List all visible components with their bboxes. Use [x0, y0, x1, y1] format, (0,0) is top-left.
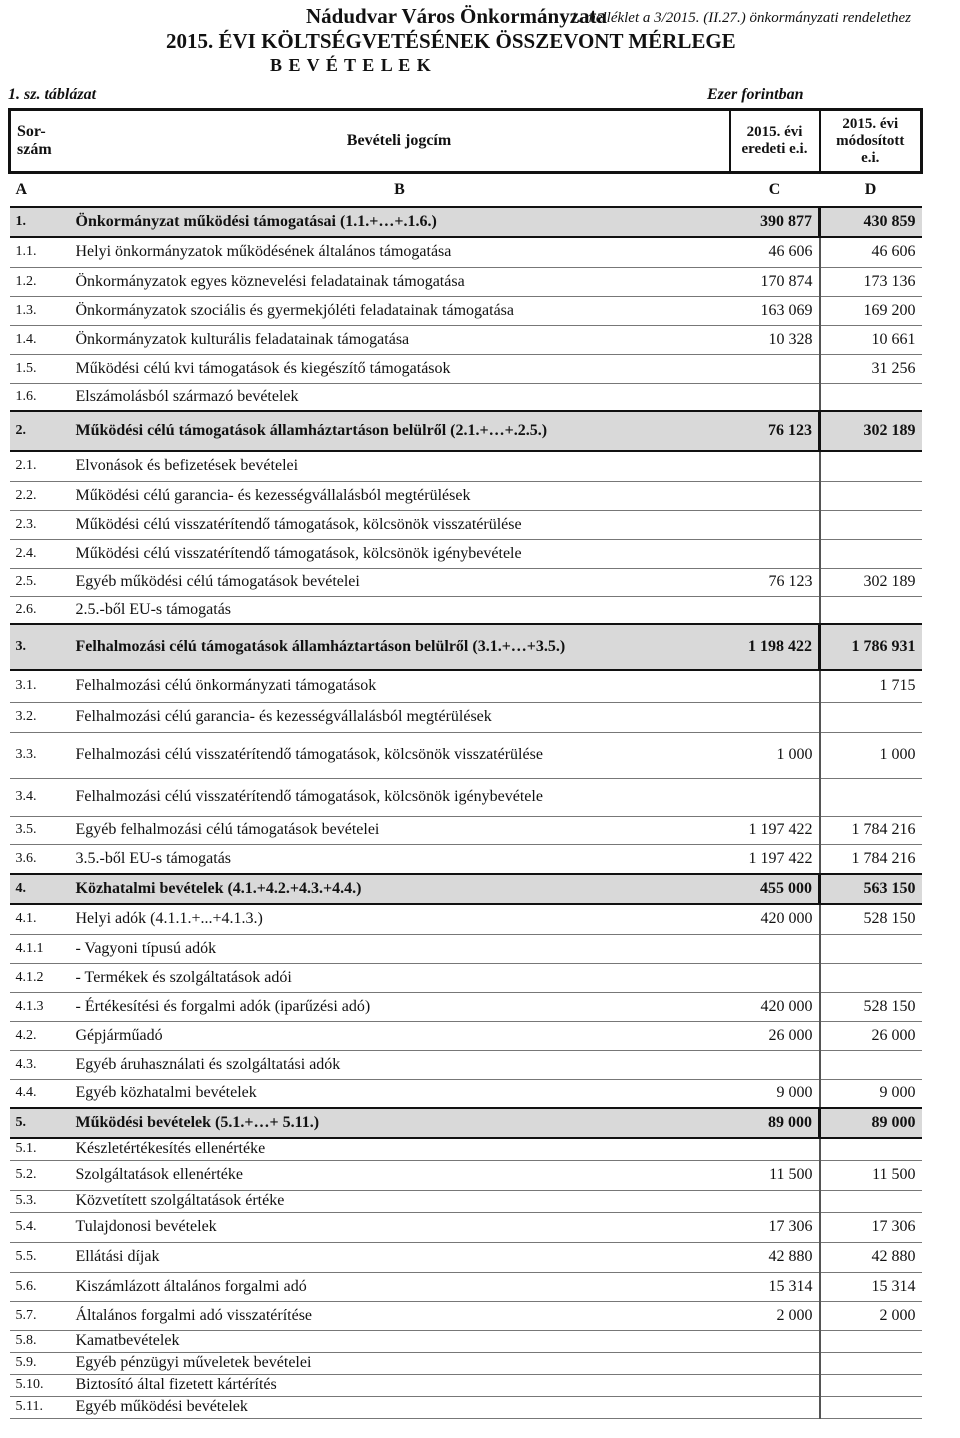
- col-letter-d: D: [820, 173, 922, 208]
- row-code: 2.4.: [10, 539, 70, 568]
- row-modified-value: 1 784 216: [820, 816, 922, 844]
- row-original-value: 2 000: [730, 1301, 820, 1330]
- table-row: [10, 1272, 922, 1301]
- table-row: [10, 237, 922, 267]
- row-modified-value: [820, 778, 922, 816]
- table-number: 1. sz. táblázat: [8, 86, 97, 103]
- row-original-value: [730, 383, 820, 411]
- row-code: 5.1.: [10, 1138, 70, 1160]
- row-label: Működési célú visszatérítendő támogatások, kölcsönök igénybevétele: [70, 539, 730, 568]
- row-original-value: 46 606: [730, 237, 820, 267]
- row-original-value: [730, 451, 820, 481]
- table-row: [10, 568, 922, 596]
- table-row: [10, 325, 922, 354]
- row-label: Működési célú garancia- és kezességvállalásból megtérülések: [70, 481, 730, 510]
- row-original-value: [730, 702, 820, 732]
- table-row: [10, 1301, 922, 1330]
- row-code: 3.4.: [10, 778, 70, 816]
- row-modified-value: [820, 539, 922, 568]
- table-row: [10, 844, 922, 874]
- row-label: Felhalmozási célú garancia- és kezességvállalásból megtérülések: [70, 702, 730, 732]
- row-code: 4.1.2: [10, 963, 70, 992]
- row-original-value: 420 000: [730, 904, 820, 934]
- row-label: Egyéb közhatalmi bevételek: [70, 1079, 730, 1108]
- row-code: 3.1.: [10, 670, 70, 702]
- row-modified-value: [820, 451, 922, 481]
- col-header-num: Sor- szám: [10, 110, 70, 173]
- row-original-value: [730, 481, 820, 510]
- row-modified-value: 15 314: [820, 1272, 922, 1301]
- row-code: 2.3.: [10, 510, 70, 539]
- row-code: 5.3.: [10, 1190, 70, 1212]
- row-code: 3.: [10, 624, 70, 670]
- row-modified-value: 528 150: [820, 904, 922, 934]
- row-modified-value: [820, 963, 922, 992]
- row-modified-value: 1 786 931: [820, 624, 922, 670]
- table-row: [10, 992, 922, 1021]
- row-code: 3.5.: [10, 816, 70, 844]
- table-row: [10, 1021, 922, 1050]
- row-modified-value: 26 000: [820, 1021, 922, 1050]
- table-row: [10, 904, 922, 934]
- row-label: Felhalmozási célú önkormányzati támogatások: [70, 670, 730, 702]
- row-code: 4.4.: [10, 1079, 70, 1108]
- row-original-value: 11 500: [730, 1160, 820, 1190]
- row-original-value: 89 000: [730, 1108, 820, 1138]
- page-title: Nádudvar Város Önkormányzata: [306, 4, 608, 28]
- table-row: [10, 296, 922, 325]
- row-modified-value: [820, 1396, 922, 1418]
- row-label: Felhalmozási célú visszatérítendő támogatások, kölcsönök igénybevétele: [70, 778, 730, 816]
- row-label: Egyéb pénzügyi műveletek bevételei: [70, 1352, 730, 1374]
- row-label: Működési célú támogatások államháztartáson belülről (2.1.+…+.2.5.): [70, 411, 730, 451]
- row-original-value: 26 000: [730, 1021, 820, 1050]
- row-code: 2.1.: [10, 451, 70, 481]
- row-modified-value: 169 200: [820, 296, 922, 325]
- table-row: [10, 1138, 922, 1160]
- table-row: [10, 1212, 922, 1242]
- row-label: Ellátási díjak: [70, 1242, 730, 1272]
- row-original-value: [730, 354, 820, 383]
- row-label: - Termékek és szolgáltatások adói: [70, 963, 730, 992]
- row-modified-value: [820, 1138, 922, 1160]
- row-code: 5.9.: [10, 1352, 70, 1374]
- table-row: [10, 1330, 922, 1352]
- row-modified-value: [820, 1352, 922, 1374]
- row-code: 4.: [10, 874, 70, 904]
- row-code: 1.2.: [10, 267, 70, 296]
- table-row: [10, 670, 922, 702]
- row-original-value: [730, 539, 820, 568]
- row-original-value: 420 000: [730, 992, 820, 1021]
- row-original-value: 42 880: [730, 1242, 820, 1272]
- col-header-title: Bevételi jogcím: [70, 110, 730, 173]
- col-letter-c: C: [730, 173, 820, 208]
- row-original-value: 390 877: [730, 207, 820, 237]
- row-modified-value: 2 000: [820, 1301, 922, 1330]
- row-label: Felhalmozási célú támogatások államháztartáson belülről (3.1.+…+3.5.): [70, 624, 730, 670]
- row-label: - Értékesítési és forgalmi adók (iparűzési adó): [70, 992, 730, 1021]
- row-label: 2.5.-ből EU-s támogatás: [70, 596, 730, 624]
- row-original-value: [730, 1352, 820, 1374]
- row-original-value: 10 328: [730, 325, 820, 354]
- row-original-value: [730, 934, 820, 963]
- row-label: 3.5.-ből EU-s támogatás: [70, 844, 730, 874]
- row-modified-value: [820, 596, 922, 624]
- section-title: B E V É T E L E K: [270, 55, 432, 75]
- row-code: 5.10.: [10, 1374, 70, 1396]
- row-modified-value: 173 136: [820, 267, 922, 296]
- row-label: Működési célú kvi támogatások és kiegészítő támogatások: [70, 354, 730, 383]
- table-row: [10, 1050, 922, 1079]
- row-modified-value: [820, 934, 922, 963]
- row-original-value: [730, 778, 820, 816]
- row-code: 2.5.: [10, 568, 70, 596]
- table-row: [10, 702, 922, 732]
- row-label: Gépjárműadó: [70, 1021, 730, 1050]
- row-modified-value: 430 859: [820, 207, 922, 237]
- row-original-value: 15 314: [730, 1272, 820, 1301]
- row-original-value: [730, 670, 820, 702]
- row-code: 5.7.: [10, 1301, 70, 1330]
- row-code: 4.1.3: [10, 992, 70, 1021]
- table-row: [10, 451, 922, 481]
- row-original-value: 1 198 422: [730, 624, 820, 670]
- table-row: [10, 934, 922, 963]
- row-modified-value: 1 000: [820, 732, 922, 778]
- row-code: 5.4.: [10, 1212, 70, 1242]
- table-row: [10, 624, 922, 670]
- row-code: 1.6.: [10, 383, 70, 411]
- row-label: Tulajdonosi bevételek: [70, 1212, 730, 1242]
- row-modified-value: 302 189: [820, 568, 922, 596]
- row-label: Önkormányzatok szociális és gyermekjóléti feladatainak támogatása: [70, 296, 730, 325]
- row-label: Egyéb felhalmozási célú támogatások bevételei: [70, 816, 730, 844]
- row-code: 4.1.: [10, 904, 70, 934]
- row-code: 5.6.: [10, 1272, 70, 1301]
- row-modified-value: [820, 481, 922, 510]
- row-modified-value: 528 150: [820, 992, 922, 1021]
- row-label: Általános forgalmi adó visszatérítése: [70, 1301, 730, 1330]
- table-row: [10, 1108, 922, 1138]
- row-modified-value: [820, 510, 922, 539]
- row-label: Egyéb működési célú támogatások bevételei: [70, 568, 730, 596]
- row-modified-value: 1 715: [820, 670, 922, 702]
- row-modified-value: 11 500: [820, 1160, 922, 1190]
- table-row: [10, 354, 922, 383]
- row-code: 4.2.: [10, 1021, 70, 1050]
- row-code: 2.6.: [10, 596, 70, 624]
- row-code: 1.1.: [10, 237, 70, 267]
- row-modified-value: [820, 702, 922, 732]
- row-code: 1.5.: [10, 354, 70, 383]
- row-modified-value: 17 306: [820, 1212, 922, 1242]
- row-original-value: [730, 1330, 820, 1352]
- row-label: Elvonások és befizetések bevételei: [70, 451, 730, 481]
- table-row: [10, 963, 922, 992]
- row-label: Szolgáltatások ellenértéke: [70, 1160, 730, 1190]
- row-code: 4.1.1: [10, 934, 70, 963]
- row-label: Működési bevételek (5.1.+…+ 5.11.): [70, 1108, 730, 1138]
- row-label: Felhalmozási célú visszatérítendő támogatások, kölcsönök visszatérülése: [70, 732, 730, 778]
- row-modified-value: 9 000: [820, 1079, 922, 1108]
- table-row: [10, 207, 922, 237]
- row-label: Helyi adók (4.1.1.+...+4.1.3.): [70, 904, 730, 934]
- row-modified-value: [820, 1374, 922, 1396]
- row-label: - Vagyoni típusú adók: [70, 934, 730, 963]
- col-header-modified: 2015. évi módosított e.i.: [820, 110, 922, 173]
- table-body: [10, 207, 922, 1418]
- row-original-value: [730, 510, 820, 539]
- row-label: Készletértékesítés ellenértéke: [70, 1138, 730, 1160]
- table-row: [10, 874, 922, 904]
- row-code: 4.3.: [10, 1050, 70, 1079]
- row-label: Egyéb működési bevételek: [70, 1396, 730, 1418]
- row-code: 2.: [10, 411, 70, 451]
- table-row: [10, 1352, 922, 1374]
- row-code: 2.2.: [10, 481, 70, 510]
- table-row: [10, 778, 922, 816]
- row-modified-value: [820, 1330, 922, 1352]
- table-row: [10, 1079, 922, 1108]
- row-code: 1.: [10, 207, 70, 237]
- row-original-value: [730, 596, 820, 624]
- table-row: [10, 732, 922, 778]
- table-row: [10, 539, 922, 568]
- col-header-original: 2015. évi eredeti e.i.: [730, 110, 820, 173]
- row-modified-value: 563 150: [820, 874, 922, 904]
- row-code: 1.3.: [10, 296, 70, 325]
- row-label: Biztosító által fizetett kártérítés: [70, 1374, 730, 1396]
- row-original-value: 9 000: [730, 1079, 820, 1108]
- table-row: [10, 816, 922, 844]
- row-code: 3.6.: [10, 844, 70, 874]
- row-code: 1.4.: [10, 325, 70, 354]
- row-label: Működési célú visszatérítendő támogatások, kölcsönök visszatérülése: [70, 510, 730, 539]
- table-row: [10, 481, 922, 510]
- row-original-value: 455 000: [730, 874, 820, 904]
- revenue-table: [8, 108, 923, 1419]
- row-original-value: 76 123: [730, 411, 820, 451]
- annex-reference: 1. melléklet a 3/2015. (II.27.) önkormányzati rendelethez: [570, 10, 912, 26]
- row-original-value: 17 306: [730, 1212, 820, 1242]
- row-code: 3.2.: [10, 702, 70, 732]
- row-original-value: [730, 963, 820, 992]
- row-modified-value: 31 256: [820, 354, 922, 383]
- row-label: Kamatbevételek: [70, 1330, 730, 1352]
- table-row: [10, 411, 922, 451]
- row-code: 5.2.: [10, 1160, 70, 1190]
- table-row: [10, 267, 922, 296]
- row-code: 3.3.: [10, 732, 70, 778]
- row-original-value: [730, 1138, 820, 1160]
- row-modified-value: 46 606: [820, 237, 922, 267]
- row-modified-value: [820, 383, 922, 411]
- table-row: [10, 1160, 922, 1190]
- row-label: Egyéb áruhasználati és szolgáltatási adók: [70, 1050, 730, 1079]
- row-original-value: 1 197 422: [730, 816, 820, 844]
- page-subtitle: 2015. ÉVI KÖLTSÉGVETÉSÉNEK ÖSSZEVONT MÉRLEGE: [166, 29, 736, 53]
- col-letter-a: A: [10, 173, 70, 208]
- row-label: Önkormányzatok kulturális feladatainak támogatása: [70, 325, 730, 354]
- table-row: [10, 383, 922, 411]
- row-code: 5.11.: [10, 1396, 70, 1418]
- row-original-value: 76 123: [730, 568, 820, 596]
- unit-label: Ezer forintban: [707, 86, 804, 103]
- row-original-value: [730, 1374, 820, 1396]
- row-label: Önkormányzatok egyes köznevelési feladatainak támogatása: [70, 267, 730, 296]
- row-label: Közhatalmi bevételek (4.1.+4.2.+4.3.+4.4.): [70, 874, 730, 904]
- row-original-value: [730, 1396, 820, 1418]
- row-modified-value: 1 784 216: [820, 844, 922, 874]
- row-modified-value: 302 189: [820, 411, 922, 451]
- table-row: [10, 1396, 922, 1418]
- table-row: [10, 1190, 922, 1212]
- row-label: Közvetített szolgáltatások értéke: [70, 1190, 730, 1212]
- row-modified-value: 42 880: [820, 1242, 922, 1272]
- row-modified-value: [820, 1190, 922, 1212]
- row-code: 5.5.: [10, 1242, 70, 1272]
- row-code: 5.8.: [10, 1330, 70, 1352]
- row-modified-value: [820, 1050, 922, 1079]
- row-label: Helyi önkormányzatok működésének általános támogatása: [70, 237, 730, 267]
- table-row: [10, 596, 922, 624]
- row-original-value: [730, 1050, 820, 1079]
- row-original-value: [730, 1190, 820, 1212]
- table-row: [10, 510, 922, 539]
- row-modified-value: 10 661: [820, 325, 922, 354]
- row-original-value: 170 874: [730, 267, 820, 296]
- row-label: Kiszámlázott általános forgalmi adó: [70, 1272, 730, 1301]
- table-row: [10, 1242, 922, 1272]
- row-original-value: 163 069: [730, 296, 820, 325]
- row-label: Elszámolásból származó bevételek: [70, 383, 730, 411]
- row-code: 5.: [10, 1108, 70, 1138]
- row-original-value: 1 000: [730, 732, 820, 778]
- row-modified-value: 89 000: [820, 1108, 922, 1138]
- col-letter-b: B: [70, 173, 730, 208]
- table-row: [10, 1374, 922, 1396]
- row-original-value: 1 197 422: [730, 844, 820, 874]
- row-label: Önkormányzat működési támogatásai (1.1.+…+.1.6.): [70, 207, 730, 237]
